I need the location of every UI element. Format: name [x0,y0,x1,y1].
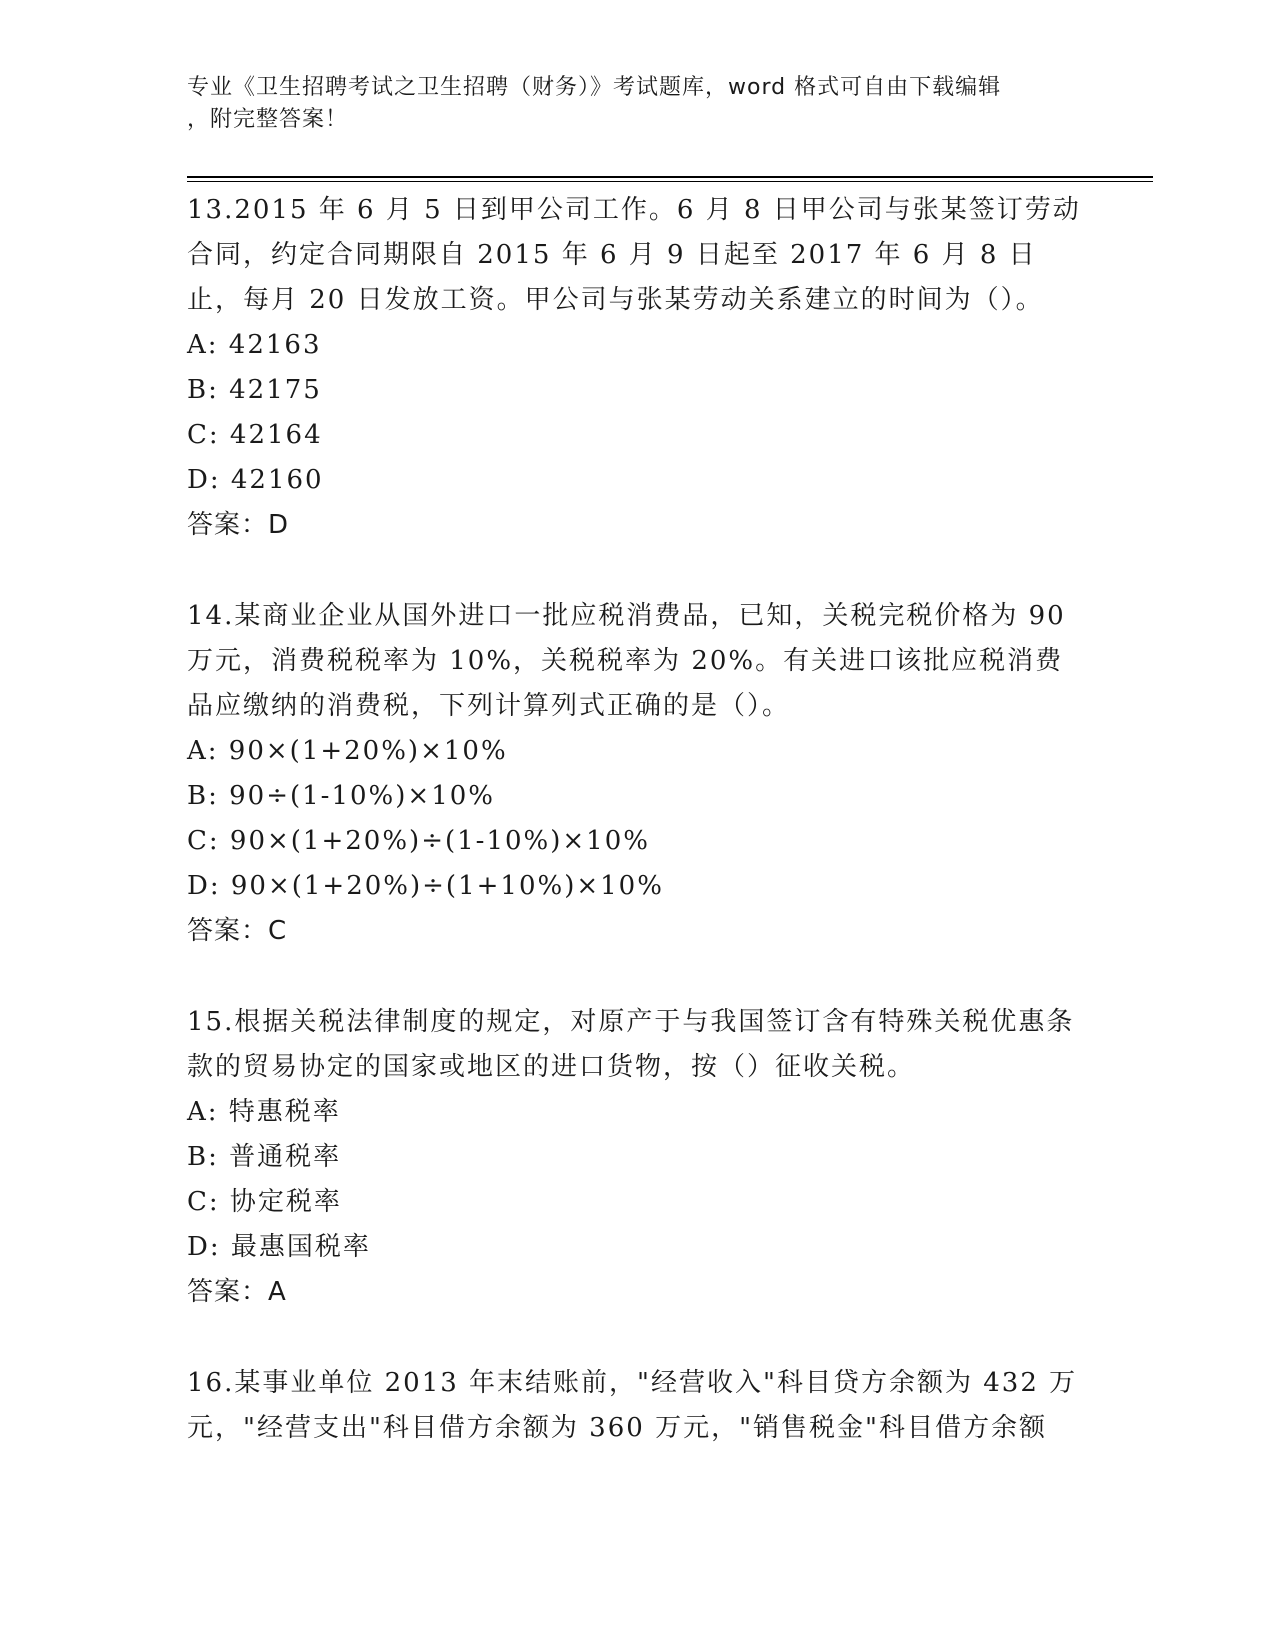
answer: 答案：A [187,1277,287,1307]
question-stem: 14.某商业企业从国外进口一批应税消费品，已知，关税完税价格为 90 万元，消费税税率为 10%，关税税率为 20%。有关进口该批应税消费品应缴纳的消费税，下列计算列式正确的是（）。 [187,601,1066,721]
question-16 [187,1361,1087,1451]
answer: 答案：C [187,916,288,946]
question-stem: 13.2015 年 6 月 5 日到甲公司工作。6 月 8 日甲公司与张某签订劳动合同，约定合同期限自 2015 年 6 月 9 日起至 2017 年 6 月 8 日止，每月 20 日发放工资。甲公司与张某劳动关系建立的时间为（）。 [187,195,1081,315]
option-b: B: 普通税率 [187,1142,342,1172]
option-c: C: 协定税率 [187,1187,342,1217]
document-header [187,72,1067,136]
header-line-1: 专业《卫生招聘考试之卫生招聘（财务）》考试题库，word 格式可自由下载编辑 [187,75,1002,100]
option-b: B: 90÷(1-10%)×10% [187,781,495,811]
question-stem: 15.根据关税法律制度的规定，对原产于与我国签订含有特殊关税优惠条款的贸易协定的国家或地区的进口货物，按（）征收关税。 [187,1007,1075,1082]
option-d: D: 90×(1+20%)÷(1+10%)×10% [187,871,664,901]
answer: 答案：D [187,510,290,540]
header-line-2: ，附完整答案！ [187,107,349,132]
option-c: C: 42164 [187,420,323,450]
header-divider-thick [187,176,1153,178]
option-d: D: 最惠国税率 [187,1232,371,1262]
option-a: A: 90×(1+20%)×10% [187,736,508,766]
question-13 [187,188,1087,548]
option-a: A: 42163 [187,330,322,360]
option-a: A: 特惠税率 [187,1097,341,1127]
question-14 [187,594,1087,954]
header-divider-thin [187,181,1153,182]
question-list [187,188,1087,1497]
option-b: B: 42175 [187,375,322,405]
question-15 [187,1000,1087,1315]
option-c: C: 90×(1+20%)÷(1-10%)×10% [187,826,650,856]
question-stem: 16.某事业单位 2013 年末结账前，"经营收入"科目贷方余额为 432 万元，"经营支出"科目借方余额为 360 万元，"销售税金"科目借方余额 [187,1368,1078,1443]
option-d: D: 42160 [187,465,324,495]
